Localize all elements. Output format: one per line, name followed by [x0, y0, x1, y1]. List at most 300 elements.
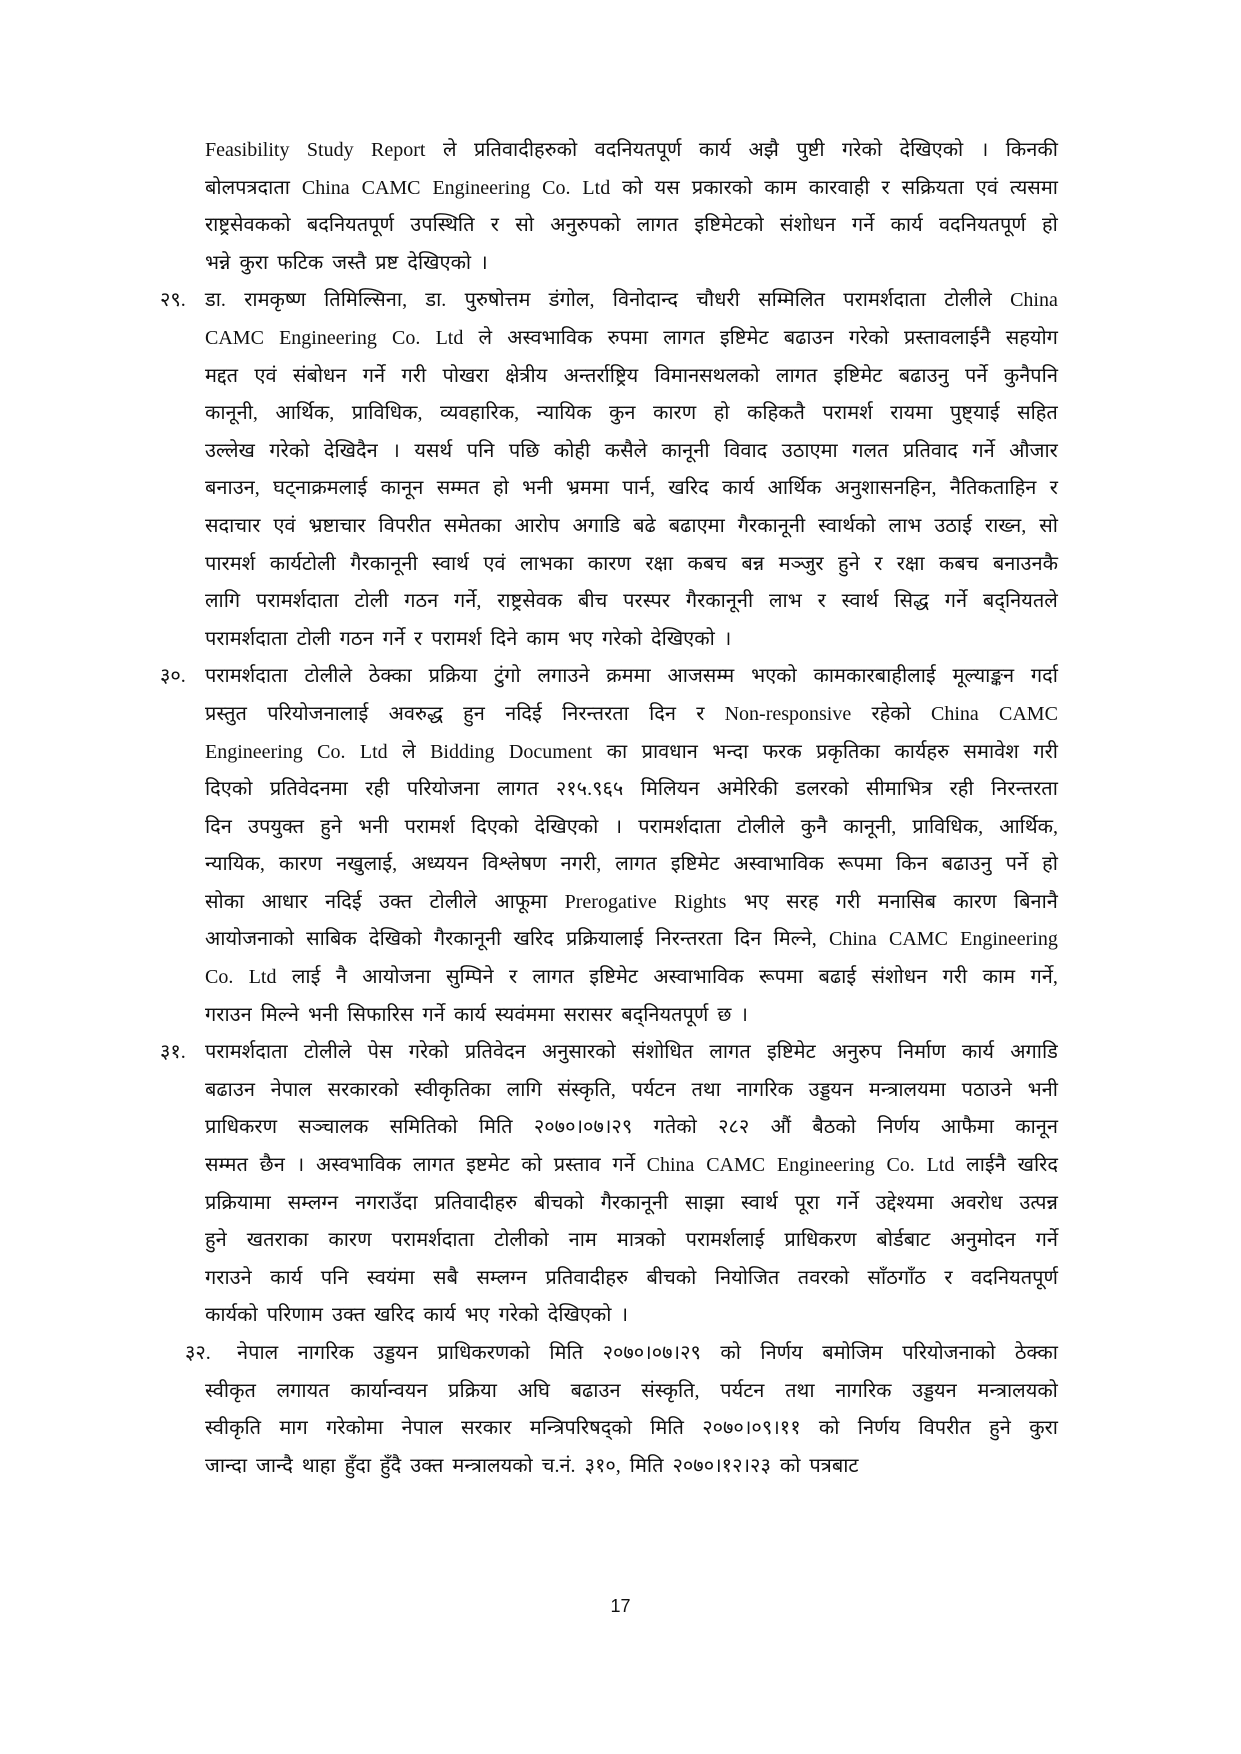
word: Co.: [205, 966, 234, 989]
word: देखिएको: [534, 815, 599, 838]
word: रक्षा: [645, 552, 674, 575]
word: २१५.९६५: [555, 778, 624, 801]
word: डा.: [205, 289, 226, 312]
word: देखिदैन: [323, 439, 378, 462]
word: र: [874, 552, 883, 575]
word: लागत: [412, 1154, 455, 1177]
word: पुष्ट्याई: [949, 402, 1000, 425]
word: प्राविधिक,: [912, 815, 984, 838]
word: परामर्श: [404, 815, 455, 838]
word: Engineering: [279, 326, 377, 349]
word: रूपमा: [759, 966, 804, 989]
word: पार्न,: [622, 477, 656, 500]
word: भ्रष्टाचार: [308, 514, 366, 537]
word: एवं: [273, 514, 296, 537]
word: बढाउन: [205, 1078, 255, 1101]
word: गर्ने: [944, 590, 968, 613]
word: प्रकृतिका: [816, 740, 880, 763]
word: यसर्थ: [414, 439, 453, 462]
word: लाभ: [769, 590, 802, 613]
word: पूरा: [794, 1191, 820, 1214]
word: एवं: [254, 364, 277, 387]
word: गराउन: [205, 1003, 252, 1026]
text-line: [205, 358, 1058, 396]
word: भनी: [307, 1003, 339, 1026]
word: तवरको: [797, 1266, 850, 1289]
word: हुँदै: [380, 1454, 402, 1477]
word: गैरकानूनी: [433, 928, 502, 951]
word: Rights: [674, 890, 727, 913]
word: कार्य: [722, 477, 755, 500]
word: कबच: [687, 552, 727, 575]
word: Document: [508, 740, 593, 763]
word: आधार: [261, 890, 308, 913]
word: भनी: [1027, 1078, 1058, 1101]
word: जान्दा: [205, 1454, 247, 1477]
word: नागरिक: [297, 1342, 354, 1364]
word: गरेको: [602, 627, 643, 650]
word: र: [817, 590, 826, 613]
word: आजसम्म: [667, 665, 735, 688]
word: मिति: [549, 1342, 584, 1364]
word: लाई: [291, 966, 321, 989]
word: बीचको: [534, 1191, 584, 1214]
word: बोलपत्रदाता: [205, 176, 290, 199]
word: Ltd: [359, 740, 388, 763]
word: सम्लग्न: [287, 1191, 339, 1214]
word: बढाई: [818, 966, 857, 989]
word: एवं: [483, 552, 506, 575]
word: इष्टिमेट: [766, 1041, 816, 1064]
word: प्रस्तावलाईनै: [904, 326, 991, 349]
paragraph-lines: [205, 658, 1058, 1034]
text-line: [205, 470, 1058, 508]
word: सहयोग: [1005, 326, 1058, 349]
word: लाईनै: [966, 1154, 1006, 1177]
word: को: [622, 176, 643, 199]
word: र: [1049, 477, 1058, 500]
word: ।: [296, 1154, 305, 1177]
word: गर्ने: [382, 627, 406, 650]
word: अमेरिकी: [716, 778, 779, 801]
word: ।: [480, 251, 488, 274]
word: गर्दा: [1030, 665, 1058, 688]
word: गतेको: [653, 1116, 697, 1139]
word: उड्डयन: [373, 1342, 418, 1364]
word: यस: [654, 176, 680, 199]
word: परामर्शदाता: [391, 1229, 475, 1252]
word: पर्यटन: [720, 1379, 765, 1402]
word: स्वयंमा: [366, 1266, 415, 1289]
word: उठाएमा: [781, 439, 838, 462]
word: तिमिल्सिना,: [324, 289, 408, 312]
word: China: [646, 1154, 695, 1177]
word: न्यायिक: [536, 402, 592, 425]
word: China: [301, 176, 350, 199]
word: अनुरुप: [831, 1041, 882, 1064]
text-line: [205, 1185, 1058, 1223]
word: को: [720, 1342, 741, 1364]
word: र: [490, 214, 499, 237]
word: परामर्शदाता: [255, 590, 339, 613]
word: आफैमा: [940, 1116, 994, 1139]
word: परामर्शलाई: [685, 1229, 765, 1252]
word: स्यवंममा: [494, 1003, 555, 1026]
word: खरिद: [1017, 1154, 1058, 1177]
word: गलत: [852, 439, 889, 462]
word: सबै: [433, 1266, 458, 1289]
word: प्राविधिक,: [351, 402, 423, 425]
word: फरक: [762, 740, 802, 763]
word: भ्रममा: [565, 477, 610, 500]
paragraph-continuation: [160, 132, 1058, 282]
word: गर्ने: [851, 214, 875, 237]
word: २०७०।१२।२३: [672, 1454, 771, 1477]
word: संशोधन: [871, 966, 928, 989]
word: नेपाल: [270, 1078, 312, 1101]
word: लागत: [775, 364, 818, 387]
word: Co.: [542, 176, 571, 199]
word: कहिकतै: [747, 402, 805, 425]
word: घट्नाक्रमलाई: [273, 477, 368, 500]
word: आर्थिक,: [999, 815, 1058, 838]
word: मिल्ने,: [773, 928, 817, 951]
word: क्रममा: [606, 665, 651, 688]
word: कारण: [328, 1229, 372, 1252]
word: सो: [515, 214, 534, 237]
word: गर्ने: [1035, 1229, 1058, 1252]
word: ठेक्का: [1014, 1342, 1058, 1364]
document-body: [160, 132, 1058, 1485]
text-line: [205, 959, 1058, 997]
word: सो: [1039, 514, 1058, 537]
word: पछि: [508, 439, 540, 462]
word: टोली: [296, 627, 331, 650]
word: विनोदान्द: [612, 289, 678, 312]
word: हुने: [320, 815, 342, 838]
word: कुरा: [1029, 1417, 1058, 1440]
word: उड्डयन: [808, 1078, 854, 1101]
word: Engineering: [960, 928, 1058, 951]
text-line: [205, 1335, 1058, 1373]
word: स्वार्थ: [841, 590, 879, 613]
word: नेपाल: [401, 1417, 443, 1440]
word: परिणाम: [266, 1304, 324, 1327]
word: बमोजिम: [822, 1342, 883, 1364]
word: निर्णय: [760, 1342, 803, 1364]
word: र: [696, 702, 705, 725]
word: नगराउँदा: [355, 1191, 418, 1214]
word: औजार: [1009, 439, 1058, 462]
text-line: [205, 771, 1058, 809]
word: ।: [740, 1003, 748, 1026]
word: कुनैपनि: [1003, 364, 1058, 387]
word: अस्वभाविक: [507, 326, 593, 349]
word: कार्यटोली: [269, 552, 336, 575]
word: कुन: [608, 402, 636, 425]
word: नदिई: [505, 702, 542, 725]
text-line: [205, 1373, 1058, 1411]
word: ।: [980, 139, 989, 161]
word: सरह: [786, 890, 819, 913]
word: गैरकानूनी: [685, 590, 754, 613]
word: हो: [713, 402, 730, 425]
word: Co.: [886, 1154, 915, 1177]
word: प्रस्ताव: [553, 1154, 601, 1177]
word: रक्षा: [896, 552, 925, 575]
word: मन्त्रिपरिषद्को: [529, 1417, 632, 1440]
word: अस्वाभाविक: [653, 966, 744, 989]
word: अन्तर्राष्ट्रिय: [563, 364, 639, 387]
word: निर्माण: [897, 1041, 946, 1064]
word: दिन: [649, 702, 676, 725]
word: खरिद: [668, 477, 709, 500]
word: गर्ने: [612, 1154, 635, 1177]
word: स्वार्थ: [740, 1191, 778, 1214]
word: बढाउनु: [898, 364, 949, 387]
word: कार्य: [961, 1041, 995, 1064]
word: ।: [620, 1304, 629, 1327]
word: विश्लेषण: [482, 853, 547, 876]
word: मिलियन: [640, 778, 700, 801]
word: ठेक्का: [368, 665, 412, 688]
word: पनि: [320, 1266, 349, 1289]
word: कारण: [278, 853, 323, 876]
word: समेतका: [443, 514, 502, 537]
text-line: [205, 997, 1058, 1035]
word: नागरिक: [835, 1379, 892, 1402]
paragraph-number-32: ३२.: [185, 1342, 211, 1364]
word: गैरकानूनी: [737, 514, 806, 537]
text-line: [205, 1297, 1058, 1335]
text-line: [205, 1109, 1058, 1147]
word: आयोजनाको: [205, 928, 294, 951]
word: इष्टिमेट: [719, 326, 769, 349]
word: बन्न: [741, 552, 765, 575]
word: पुरुषोत्तम: [464, 289, 531, 312]
word: सीमाभित्र: [866, 778, 933, 801]
word: इष्टमेट: [466, 1154, 510, 1177]
word: इष्टिमेटको: [694, 214, 764, 237]
word: पर्ने: [965, 364, 988, 387]
word: गरी: [401, 364, 427, 387]
word: भनी: [522, 477, 553, 500]
word: बढाउन: [783, 326, 834, 349]
word: भएको: [751, 665, 797, 688]
text-line: [205, 132, 1058, 170]
word: उत्पन्न: [1019, 1191, 1058, 1214]
word: कबच: [938, 552, 979, 575]
word: तथा: [785, 1379, 815, 1402]
word: ले: [478, 326, 493, 349]
word: सदाचार: [205, 514, 261, 537]
word: Report: [371, 139, 426, 161]
word: लागत: [496, 778, 539, 801]
text-line: [205, 846, 1058, 884]
word: हो: [1042, 214, 1058, 237]
word: लागत: [663, 326, 705, 349]
word: हुने: [838, 552, 860, 575]
word: स्वीकृतिका: [414, 1078, 491, 1101]
word: प्राधिकरणको: [437, 1342, 530, 1364]
word: हुँदा: [344, 1454, 372, 1477]
word: उद्देश्यमा: [875, 1191, 934, 1214]
word: कामकारबाहीलाई: [813, 665, 936, 688]
word: अवरुद्ध: [388, 702, 443, 725]
word: सिफारिस: [347, 1003, 414, 1026]
word: देखिको: [368, 928, 422, 951]
text-line: [205, 583, 1058, 621]
word: गरी: [942, 966, 968, 989]
word: बनाउन,: [205, 477, 260, 500]
word: ।: [723, 627, 732, 650]
word: बोर्डबाट: [876, 1229, 931, 1252]
word: भए: [743, 890, 769, 913]
word: गैरकानूनी: [350, 552, 418, 575]
word: कार्य: [270, 1266, 303, 1289]
word: पेस: [367, 1041, 393, 1064]
paragraph-number-29: २९.: [160, 289, 186, 312]
word: सक्रियता: [901, 176, 964, 199]
word: अनुसारको: [541, 1041, 616, 1064]
word: गर्ने: [422, 1003, 445, 1026]
word: सोका: [205, 890, 245, 913]
word: परियोजनाको: [902, 1342, 996, 1364]
word: लगाउने: [537, 665, 590, 688]
word: प्रतिवेदन: [464, 1041, 526, 1064]
word: प्रस्तुत: [205, 702, 247, 725]
word: गरेकोमा: [326, 1417, 384, 1440]
word: गर्ने: [362, 364, 386, 387]
word: विवाद: [724, 439, 768, 462]
word: परस्पर: [623, 590, 671, 613]
word: उल्लेख: [205, 439, 255, 462]
paragraph-31: [160, 1034, 1058, 1335]
word: प्रक्रिया: [448, 1379, 497, 1402]
word: कार्यहरु: [894, 740, 950, 763]
word: नै: [335, 966, 347, 989]
word: र: [881, 176, 890, 199]
word: समितिको: [389, 1116, 458, 1139]
word: संस्कृति,: [557, 1078, 616, 1101]
word: रुपमा: [607, 326, 649, 349]
word: गर्ने: [972, 439, 995, 462]
word: डलरको: [795, 778, 849, 801]
word: परामर्श: [431, 627, 482, 650]
word: जान्दै: [256, 1454, 293, 1477]
word: ले: [402, 740, 416, 763]
paragraph-lines: [205, 1335, 1058, 1485]
word: नेपाल: [237, 1342, 279, 1364]
word: अझै: [748, 139, 779, 161]
paragraph-29: [160, 282, 1058, 658]
word: आयोजना: [362, 966, 431, 989]
word: दिन: [734, 928, 762, 951]
word: रूपमा: [837, 853, 882, 876]
word: २०७०।०९।११: [702, 1417, 801, 1440]
word: बैठको: [812, 1116, 856, 1139]
word: साबिक: [306, 928, 357, 951]
word: मिति: [650, 1417, 684, 1440]
word: नियोजित: [714, 1266, 780, 1289]
word: कार्य: [698, 139, 732, 161]
word: पनि: [466, 439, 495, 462]
word: परामर्शदाता: [843, 289, 926, 312]
text-line: [205, 508, 1058, 546]
word: हुन: [463, 702, 485, 725]
word: कार्यको: [205, 1304, 258, 1327]
word: बीचको: [646, 1266, 697, 1289]
word: उड्डयन: [912, 1379, 957, 1402]
word: Study: [306, 139, 354, 161]
word: लागि: [506, 1078, 542, 1101]
word: टोलीले: [944, 289, 992, 312]
word: आरोप: [514, 514, 560, 537]
word: मिल्ने: [260, 1003, 299, 1026]
word: कानूनी,: [843, 815, 897, 838]
word: Engineering: [776, 1154, 875, 1177]
word: प्राधिकरण: [784, 1229, 857, 1252]
word: कारवाही: [808, 176, 870, 199]
word: खतराका: [246, 1229, 309, 1252]
text-line: [205, 921, 1058, 959]
word: पुष्टी: [796, 139, 825, 161]
word: Ltd: [248, 966, 277, 989]
word: किनकी: [1005, 139, 1058, 161]
word: बनाउनकै: [992, 552, 1058, 575]
text-line: [205, 245, 1058, 283]
word: टुंगो: [494, 665, 521, 688]
word: निरन्तरता: [991, 778, 1058, 801]
word: गैरकानूनी: [600, 1191, 669, 1214]
word: अनुमोदन: [950, 1229, 1016, 1252]
word: साँठगाँठ: [867, 1266, 926, 1289]
word: ले: [442, 139, 457, 161]
word: पर्यटन: [631, 1078, 676, 1101]
word: मन्त्रालयमा: [868, 1078, 946, 1101]
word: गरेको: [269, 439, 310, 462]
word: लागत: [615, 853, 657, 876]
word: देखिएको: [899, 139, 964, 161]
text-line: [205, 1222, 1058, 1260]
word: कानून: [1015, 1116, 1058, 1139]
word: टोलीले: [737, 815, 785, 838]
word: नागरिक: [736, 1078, 793, 1101]
word: रही: [365, 778, 390, 801]
word: China: [1010, 289, 1058, 312]
word: व्यवहारिक,: [439, 402, 520, 425]
word: जस्तै: [332, 251, 367, 274]
word: पठाउने: [961, 1078, 1012, 1101]
word: रहेको: [871, 702, 911, 725]
word: अध्ययन: [411, 853, 469, 876]
word: परियोजना: [406, 778, 480, 801]
word: मिति: [478, 1116, 513, 1139]
word: गरेको: [842, 139, 883, 161]
word: र: [414, 627, 423, 650]
word: मद्दत: [205, 364, 239, 387]
paragraph-number-30: ३०.: [160, 665, 186, 688]
word: इष्टिमेट: [833, 364, 883, 387]
word: ।: [614, 815, 623, 838]
word: राष्ट्रसेवकको: [205, 214, 291, 237]
word: Prerogative: [564, 890, 657, 913]
word: मञ्जुर: [778, 552, 824, 575]
word: गरेको: [498, 1304, 539, 1327]
word: कार्य: [890, 214, 923, 237]
word: बढाउन: [570, 1379, 621, 1402]
word: अस्वाभाविक: [733, 853, 824, 876]
